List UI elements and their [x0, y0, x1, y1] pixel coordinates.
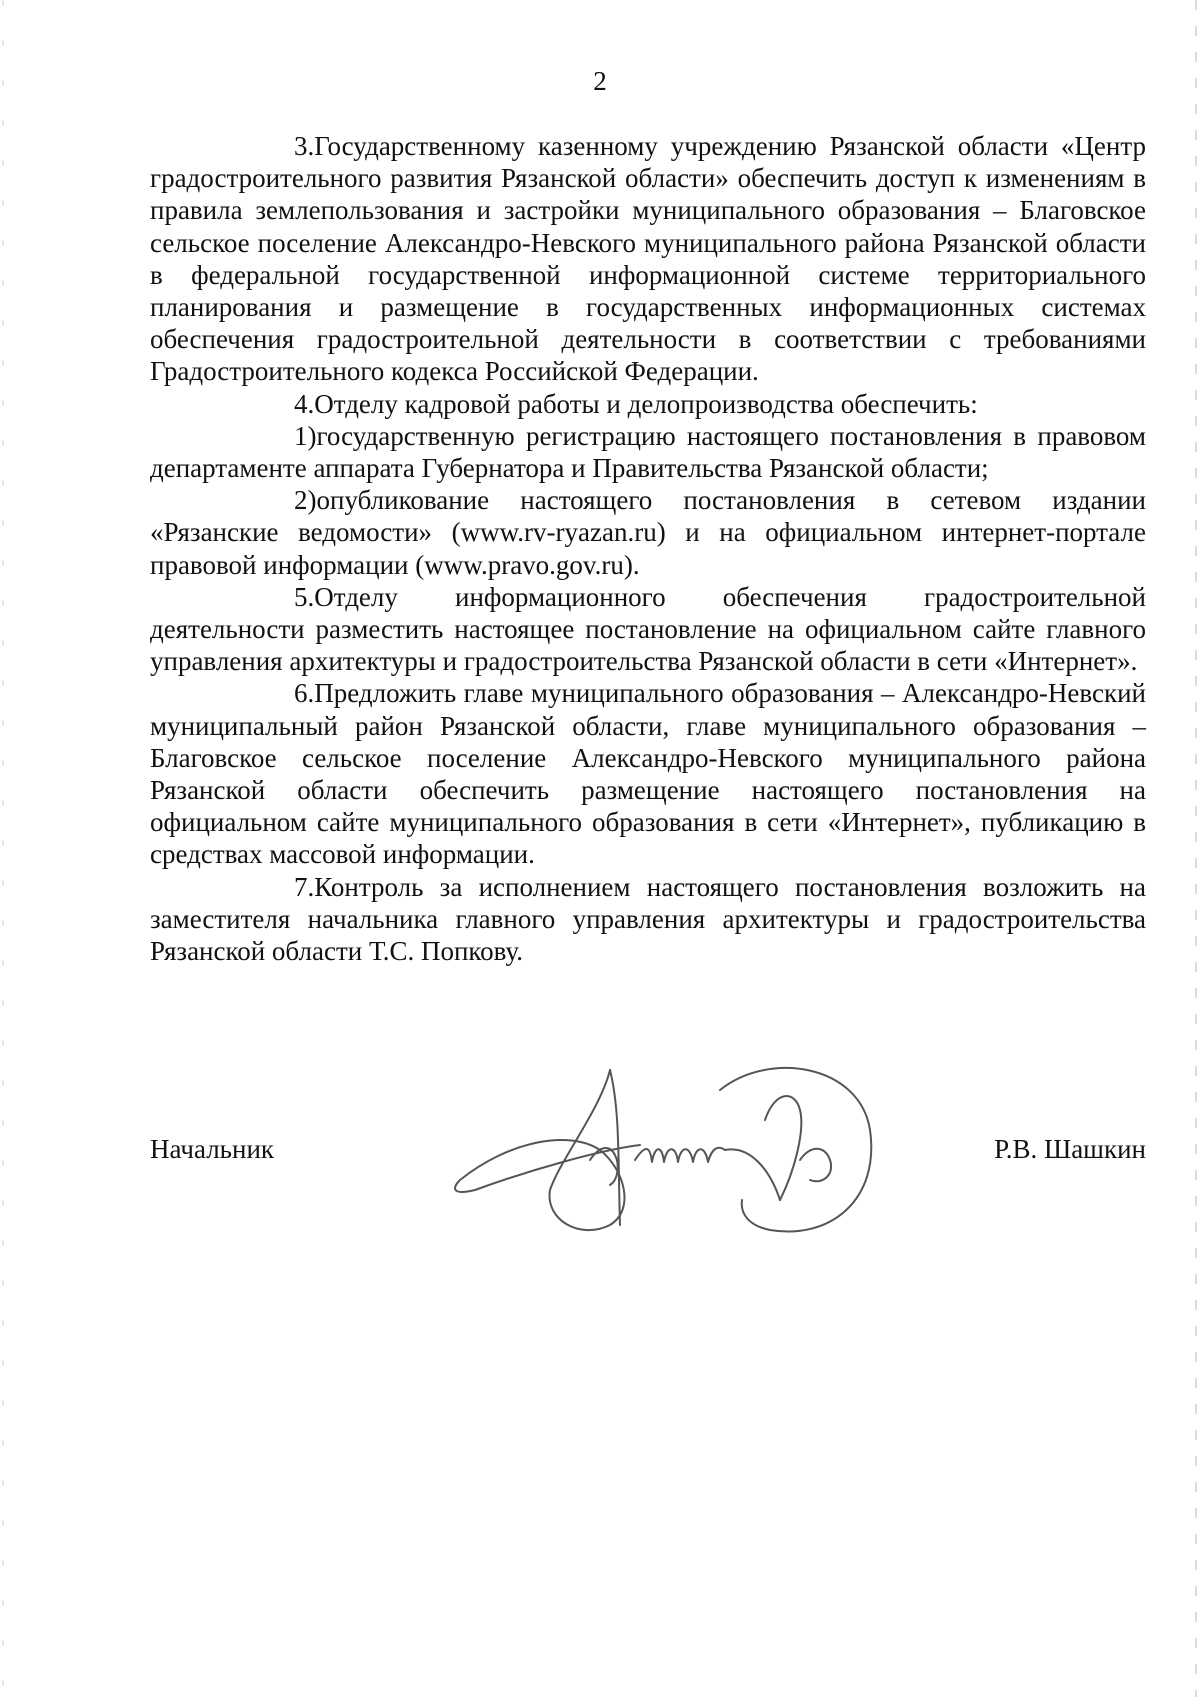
paragraph-number: 6.	[294, 678, 315, 709]
paragraph-number: 4.	[294, 388, 315, 419]
paragraph-text: Отделу кадровой работы и делопроизводства обеспечить:	[314, 388, 978, 419]
paragraph-number: 5.	[294, 581, 315, 612]
signatory-name: Р.В. Шашкин	[994, 1134, 1146, 1164]
paragraph-3	[150, 130, 1146, 388]
paragraph-text: Отделу информационного обеспечения градостроительной деятельности разместить настоящее постановление на официальном сайте главного управления архитектуры и градостроительства Рязанской области в сети «Интернет».	[150, 581, 1146, 677]
paragraph-4	[150, 388, 1146, 420]
paragraph-text: государственную регистрацию настоящего постановления в правовом департаменте аппарата Губернатора и Правительства Рязанской области;	[150, 420, 1146, 484]
paragraph-6	[150, 677, 1146, 870]
paragraph-number: 3.	[294, 131, 315, 161]
page-number: 2	[593, 66, 607, 96]
paragraph-number: 2)	[294, 485, 317, 516]
signature-block	[150, 1133, 1146, 1173]
paragraph-text: Контроль за исполнением настоящего постановления возложить на заместителя начальника главного управления архитектуры и градостроительства Рязанской области Т.С. Попкову.	[150, 871, 1146, 967]
paragraph-4-1	[150, 420, 1146, 484]
document-body	[150, 130, 1146, 967]
paragraph-4-2	[150, 484, 1146, 581]
scan-edge-right	[1195, 0, 1197, 1697]
paragraph-text: опубликование настоящего постановления в сетевом издании «Рязанские ведомости» (www.rv-ryazan.ru) и на официальном интернет-портале правовой информации (www.pravo.gov.ru).	[150, 485, 1146, 580]
scan-edge-left	[2, 0, 4, 1697]
paragraph-text: Государственному казенному учреждению Рязанской области «Центр градостроительного развития Рязанской области» обеспечить доступ к изменениям в правила землепользования и застройки муниципального образования – Благовское сельское поселение Александро-Невского муниципального района Рязанской области в федеральной государственной информационной системе территориального планирования и размещение в государственных информационных системах обеспечения градостроительной деятельности в соответствии с требованиями Градостроительного кодекса Российской Федерации.	[150, 131, 1146, 387]
paragraph-number: 1)	[294, 420, 317, 451]
paragraph-number: 7.	[294, 871, 315, 902]
paragraph-5	[150, 581, 1146, 678]
paragraph-text: Предложить главе муниципального образования – Александро-Невский муниципальный район Рязанской области, главе муниципального образования – Благовское сельское поселение Александро-Невского муниципального района Рязанской области обеспечить размещение настоящего постановления на официальном сайте муниципального образования в сети «Интернет», публикацию в средствах массовой информации.	[150, 678, 1146, 870]
paragraph-7	[150, 871, 1146, 968]
signatory-title: Начальник	[150, 1134, 275, 1164]
